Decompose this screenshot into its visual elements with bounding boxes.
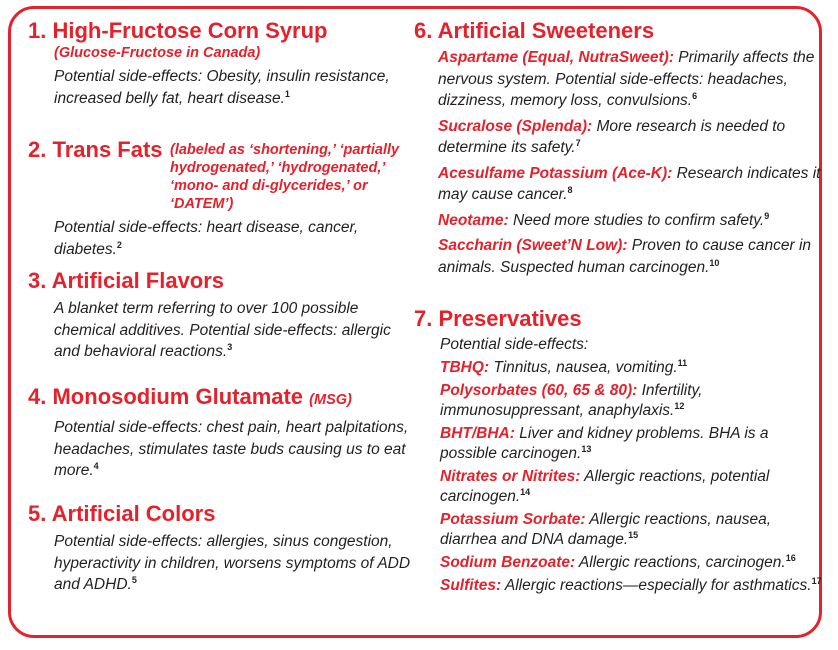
entry-text: Allergic reactions, nausea, diarrhea and DNA damage. [440, 511, 772, 548]
item-heading [414, 18, 824, 44]
item-msg [28, 384, 418, 482]
footnote-ref: 11 [677, 357, 688, 368]
preservative-entry [414, 358, 824, 378]
footnote-ref: 12 [674, 400, 685, 411]
item-title: Artificial Flavors [51, 268, 225, 293]
entry-term: Saccharin (Sweet’N Low): [438, 237, 628, 254]
item-number: 6. [414, 18, 433, 43]
footnote-ref: 14 [520, 486, 531, 497]
item-heading [28, 268, 418, 294]
footnote-ref: 1 [284, 88, 290, 99]
entry-text: Need more studies to confirm safety. [508, 211, 765, 229]
entry-text: Allergic reactions, carcinogen. [575, 554, 786, 571]
footnote-ref: 4 [93, 460, 99, 471]
entry-term: BHT/BHA: [440, 425, 515, 442]
entry-text: Research indicates it may cause cancer. [438, 164, 821, 203]
item-number: 1. [28, 18, 47, 43]
footnote-ref: 9 [764, 210, 770, 221]
preservative-entry [414, 576, 824, 596]
item-hfcs [28, 18, 418, 109]
item-title: Trans Fats [52, 137, 163, 162]
sweetener-entry [414, 163, 824, 206]
item-heading [28, 384, 418, 413]
item-number: 3. [28, 268, 47, 293]
footnote-ref: 3 [227, 341, 233, 352]
item-heading [414, 306, 824, 332]
item-subtitle: (MSG) [309, 392, 352, 408]
item-subtitle: (Glucose-Fructose in Canada) [54, 45, 261, 61]
entry-term: Nitrates or Nitrites: [440, 468, 581, 485]
entry-text: Tinnitus, nausea, vomiting. [489, 359, 678, 376]
sweetener-entry [414, 210, 824, 232]
entry-term: Sucralose (Splenda): [438, 117, 593, 135]
entry-term: Aspartame (Equal, NutraSweet): [438, 49, 674, 66]
footnote-ref: 6 [692, 90, 698, 101]
entry-text: Allergic reactions—especially for asthmatics. [501, 577, 812, 594]
footnote-ref: 15 [628, 529, 639, 540]
preservatives-intro: Potential side-effects: [440, 336, 589, 353]
item-body: Potential side-effects: allergies, sinus congestion, hyperactivity in children, worsens symptoms of ADD and ADHD.$^5$ [54, 533, 411, 593]
item-title: Monosodium Glutamate [52, 384, 304, 409]
entry-term: Potassium Sorbate: [440, 511, 586, 528]
item-heading [28, 501, 418, 527]
item-title: Artificial Colors [51, 501, 216, 526]
entry-term: Sulfites: [440, 577, 502, 594]
preservative-entry [414, 553, 824, 573]
footnote-ref: 2 [116, 239, 122, 250]
item-title: High-Fructose Corn Syrup [52, 18, 328, 43]
item-body: A blanket term referring to over 100 possible chemical additives. Potential side-effects: allergic and behavioral reactions.$^3$ [54, 300, 391, 360]
item-heading [28, 18, 418, 44]
entry-text: Allergic reactions, potential carcinogen. [440, 468, 770, 505]
entry-term: Polysorbates (60, 65 & 80): [440, 382, 638, 399]
entry-text: Primarily affects the nervous system. Potential side-effects: headaches, dizziness, memory loss, convulsions. [438, 49, 815, 109]
footnote-ref: 17 [811, 575, 822, 586]
item-number: 2. [28, 137, 47, 162]
preservative-entry [414, 424, 824, 464]
item-number: 4. [28, 384, 47, 409]
item-number: 5. [28, 501, 47, 526]
entry-term: Neotame: [438, 211, 509, 229]
footnote-ref: 7 [575, 137, 581, 148]
footnote-ref: 5 [131, 574, 137, 585]
entry-text: Liver and kidney problems. BHA is a possible carcinogen. [440, 425, 769, 462]
footnote-ref: 16 [785, 552, 796, 563]
item-artificial-colors [28, 501, 418, 596]
entry-text: Proven to cause cancer in animals. Suspected human carcinogen. [438, 237, 812, 276]
item-number: 7. [414, 306, 433, 331]
sweetener-entry [414, 47, 824, 112]
item-trans-fats [28, 137, 418, 260]
entry-term: Sodium Benzoate: [440, 554, 576, 571]
footnote-ref: 10 [709, 257, 720, 268]
sweetener-entry [414, 235, 824, 278]
item-title: Preservatives [438, 306, 582, 331]
item-preservatives [414, 306, 824, 599]
footnote-ref: 8 [567, 184, 573, 195]
item-title: Artificial Sweeteners [437, 18, 655, 43]
item-body: Potential side-effects: heart disease, cancer, diabetes.$^2$ [54, 219, 359, 258]
entry-text: Infertility, immunosuppressant, anaphylaxis. [440, 382, 703, 419]
item-artificial-flavors [28, 268, 418, 363]
item-artificial-sweeteners [414, 18, 824, 282]
entry-text: More research is needed to determine its safety. [438, 117, 786, 156]
item-subtitle: (labeled as ‘shortening,’ ‘partially hydrogenated,’ ‘hydrogenated,’ ‘mono- and di-glycerides,’ or ‘DATEM’) [170, 142, 400, 212]
item-body: Potential side-effects: chest pain, heart palpitations, headaches, stimulates taste buds causing us to eat more.$^4$ [54, 419, 409, 479]
preservative-entry [414, 467, 824, 507]
preservative-entry [414, 381, 824, 421]
footnote-ref: 13 [581, 443, 592, 454]
preservative-entry [414, 510, 824, 550]
entry-term: Acesulfame Potassium (Ace-K): [438, 164, 673, 182]
item-body: Potential side-effects: Obesity, insulin resistance, increased belly fat, heart disease.$^1$ [54, 68, 390, 107]
sweetener-entry [414, 116, 824, 159]
entry-term: TBHQ: [440, 359, 490, 376]
